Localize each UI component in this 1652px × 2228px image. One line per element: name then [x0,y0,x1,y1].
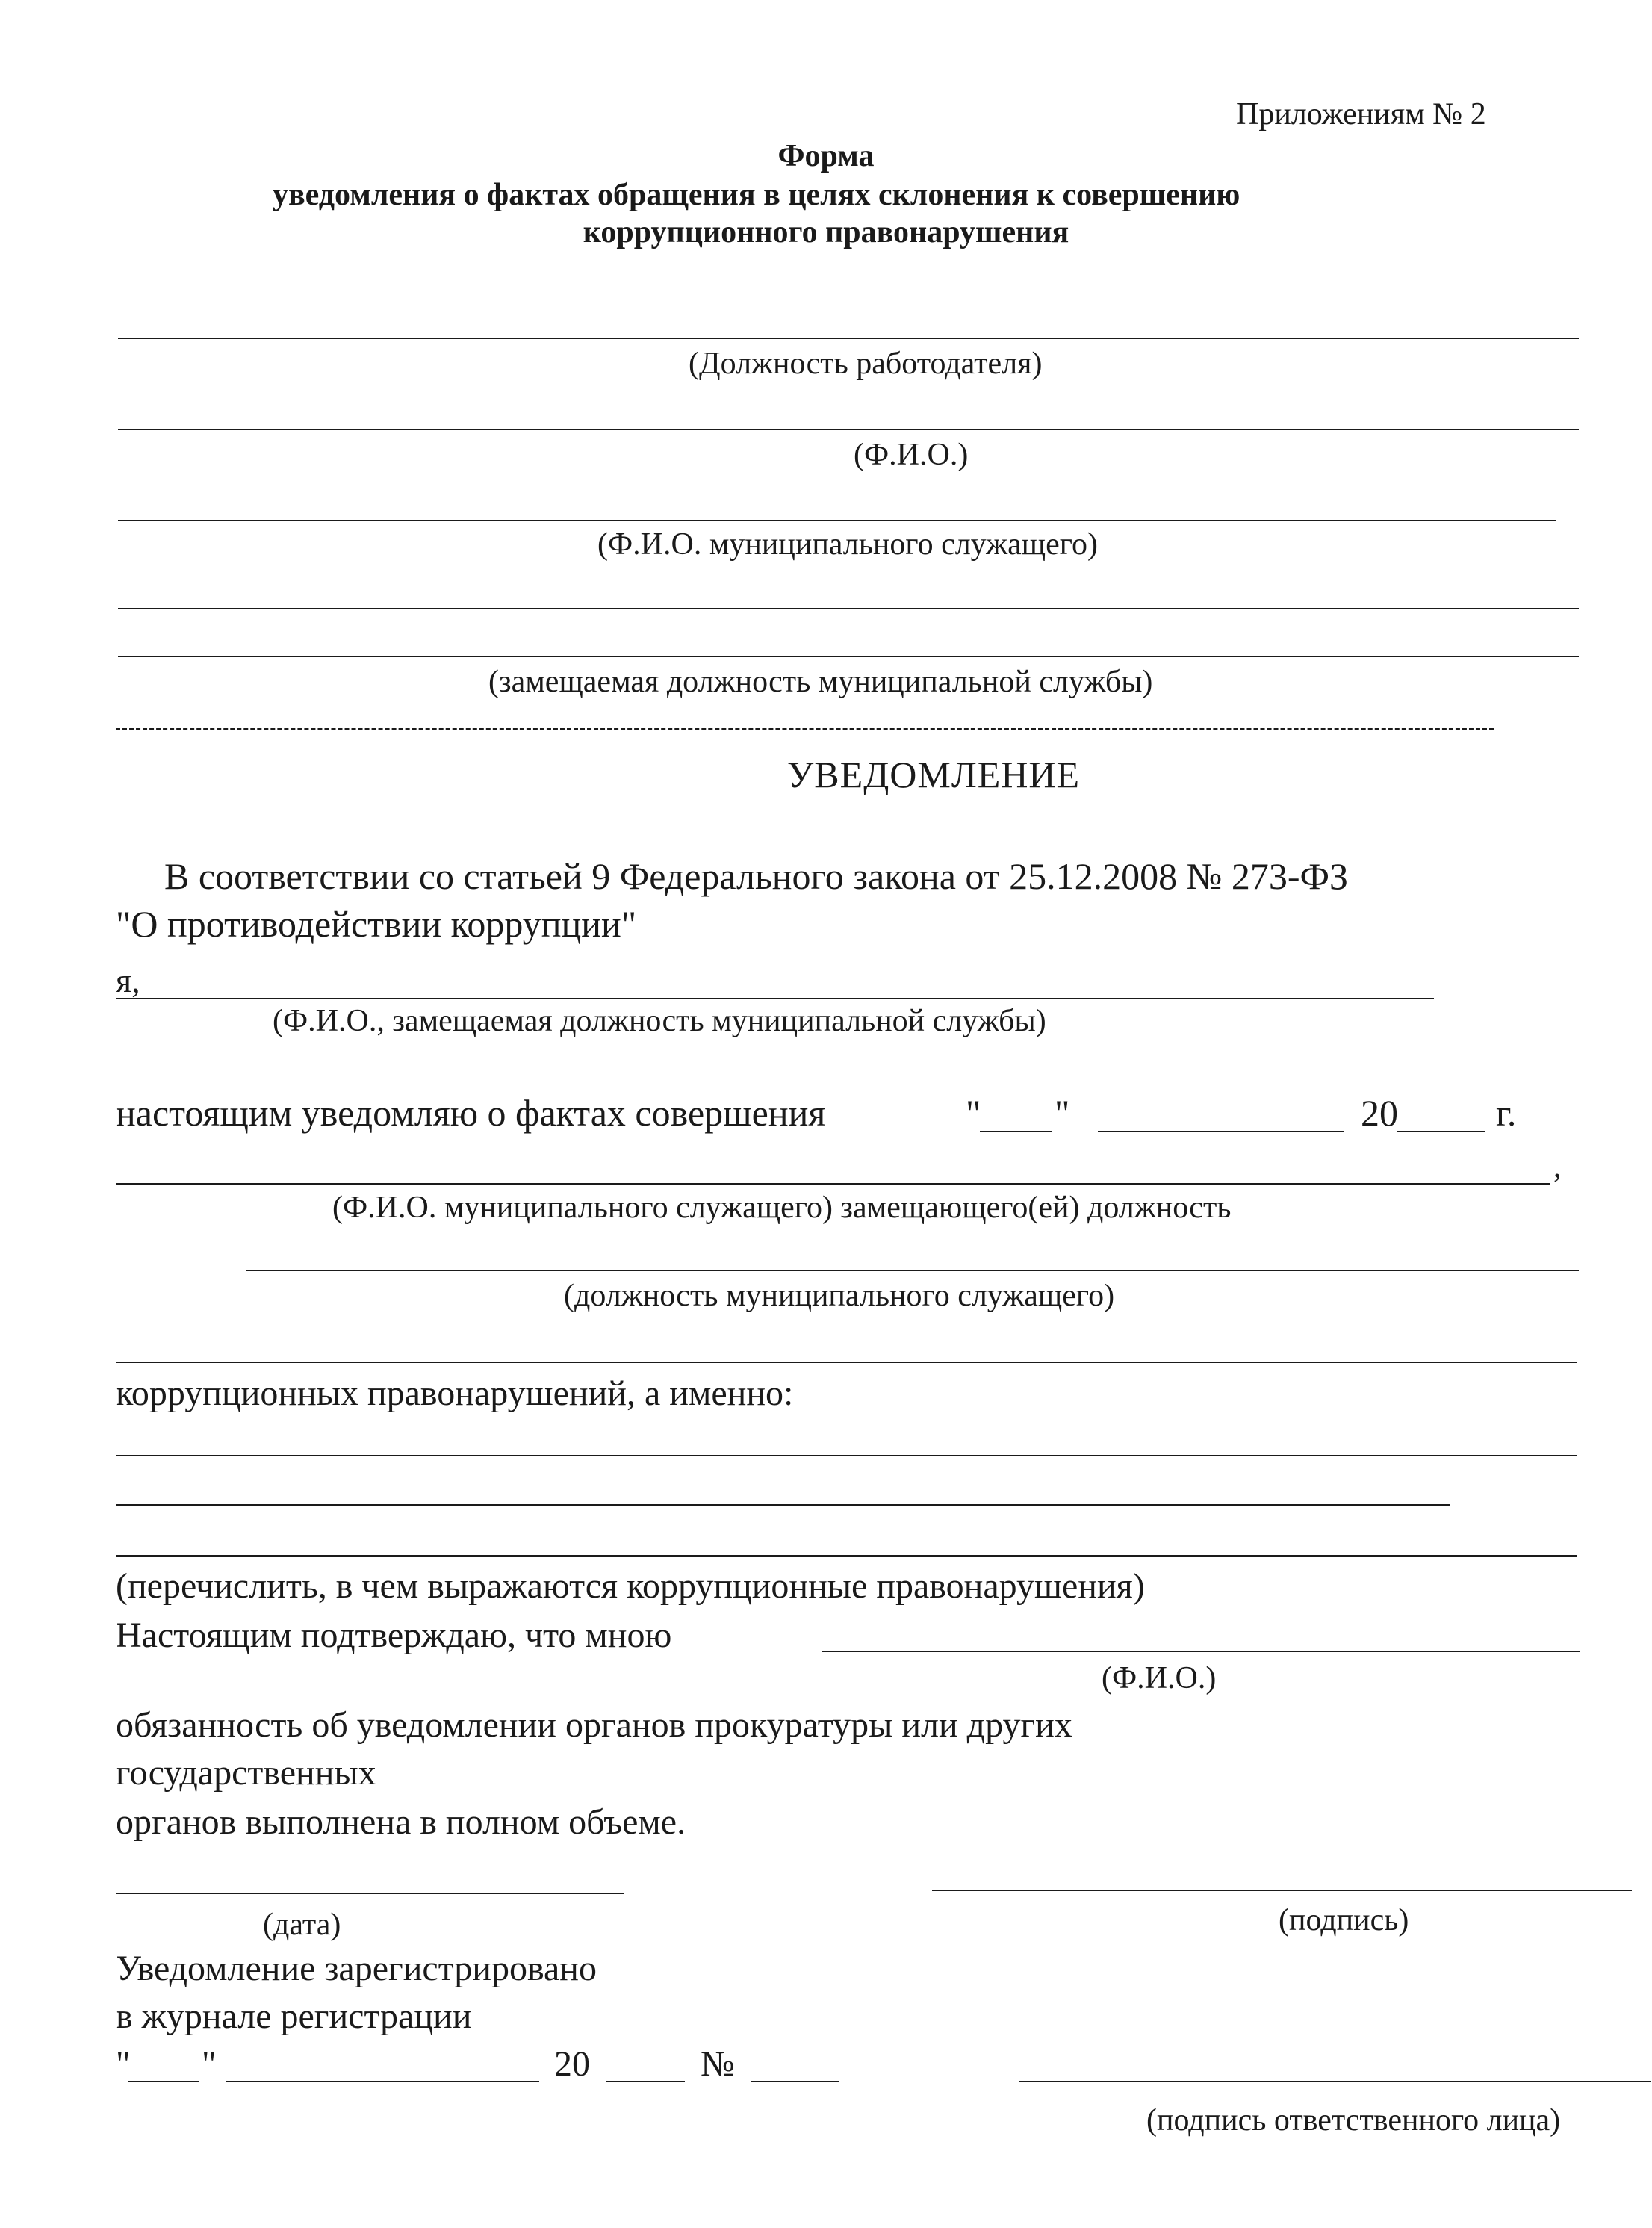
comma: , [1553,1150,1562,1185]
date-caption: (дата) [263,1908,341,1942]
reg-day-field[interactable] [128,2048,199,2082]
year-prefix: 20 [1361,1092,1398,1134]
date-open-quote: " [966,1092,981,1134]
confirm-name-line[interactable] [822,1651,1580,1652]
signature-line[interactable] [932,1890,1632,1891]
date-close-quote: " [1055,1092,1070,1134]
offenses-label: коррупционных правонарушений, а именно: [116,1374,794,1413]
reg-close-quote: " [202,2044,217,2084]
employee-position-line-1[interactable] [118,608,1579,609]
offender-position-line[interactable] [246,1270,1579,1271]
year-field[interactable] [1397,1096,1485,1132]
employer-name-line[interactable] [118,429,1579,430]
form-title: Форма [777,139,875,173]
year-suffix: г. [1496,1092,1517,1134]
reg-number-field[interactable] [751,2048,839,2082]
offender-name-line[interactable] [116,1183,1550,1185]
form-subtitle-line2: коррупционного правонарушения [583,215,1069,249]
offender-caption: (Ф.И.О. муниципального служащего) замещающего(ей) должность [332,1191,1232,1225]
responsible-signature-line[interactable] [1019,2081,1651,2082]
registration-line1: Уведомление зарегистрировано [116,1949,597,1988]
notice-title: УВЕДОМЛЕНИЕ [786,754,1081,795]
responsible-caption: (подпись ответственного лица) [1146,2103,1561,2138]
offender-position-caption: (должность муниципального служащего) [564,1279,1115,1313]
i-label: я, [116,961,140,999]
registration-line2: в журнале регистрации [116,1996,472,2036]
appendix-label: Приложениям № 2 [1236,97,1486,131]
i-caption: (Ф.И.О., замещаемая должность муниципальной службы) [273,1004,1046,1038]
employee-position-line-2[interactable] [118,656,1579,657]
hereby-text: настоящим уведомляю о фактах совершения [116,1092,826,1134]
signature-caption: (подпись) [1279,1903,1409,1937]
reg-year-field[interactable] [606,2048,685,2082]
form-subtitle-line1: уведомления о фактах обращения в целях склонения к совершению [273,178,1240,212]
intro-line1: В соответствии со статьей 9 Федерального закона от 25.12.2008 № 273-ФЗ [164,855,1349,897]
offenses-line-3[interactable] [116,1555,1577,1557]
offender-extra-line[interactable] [116,1362,1577,1363]
reg-year-prefix: 20 [554,2044,590,2084]
month-field[interactable] [1098,1096,1344,1132]
employer-position-line[interactable] [118,338,1579,339]
date-line[interactable] [116,1893,624,1894]
offenses-line-2[interactable] [116,1504,1450,1506]
intro-line2: "О противодействии коррупции" [116,903,637,945]
employer-position-caption: (Должность работодателя) [689,347,1043,381]
i-name-line[interactable] [116,998,1434,999]
employee-position-caption: (замещаемая должность муниципальной службы) [488,665,1153,699]
employee-name-line[interactable] [118,520,1556,521]
offenses-line-1[interactable] [116,1455,1577,1456]
day-field[interactable] [980,1096,1052,1132]
separator-dashed [116,728,1494,730]
confirm-text: Настоящим подтверждаю, что мною [116,1616,672,1655]
confirm-caption: (Ф.И.О.) [1102,1661,1217,1695]
reg-number-sign: № [701,2044,735,2084]
duty-line2: государственных [116,1753,376,1793]
offenses-caption: (перечислить, в чем выражаются коррупционные правонарушения) [116,1566,1145,1606]
duty-line3: органов выполнена в полном объеме. [116,1802,686,1842]
duty-line1: обязанность об уведомлении органов прокуратуры или других [116,1705,1072,1745]
reg-open-quote: " [116,2044,131,2084]
employer-name-caption: (Ф.И.О.) [854,438,969,472]
reg-month-field[interactable] [226,2048,539,2082]
employee-name-caption: (Ф.И.О. муниципального служащего) [597,527,1098,562]
